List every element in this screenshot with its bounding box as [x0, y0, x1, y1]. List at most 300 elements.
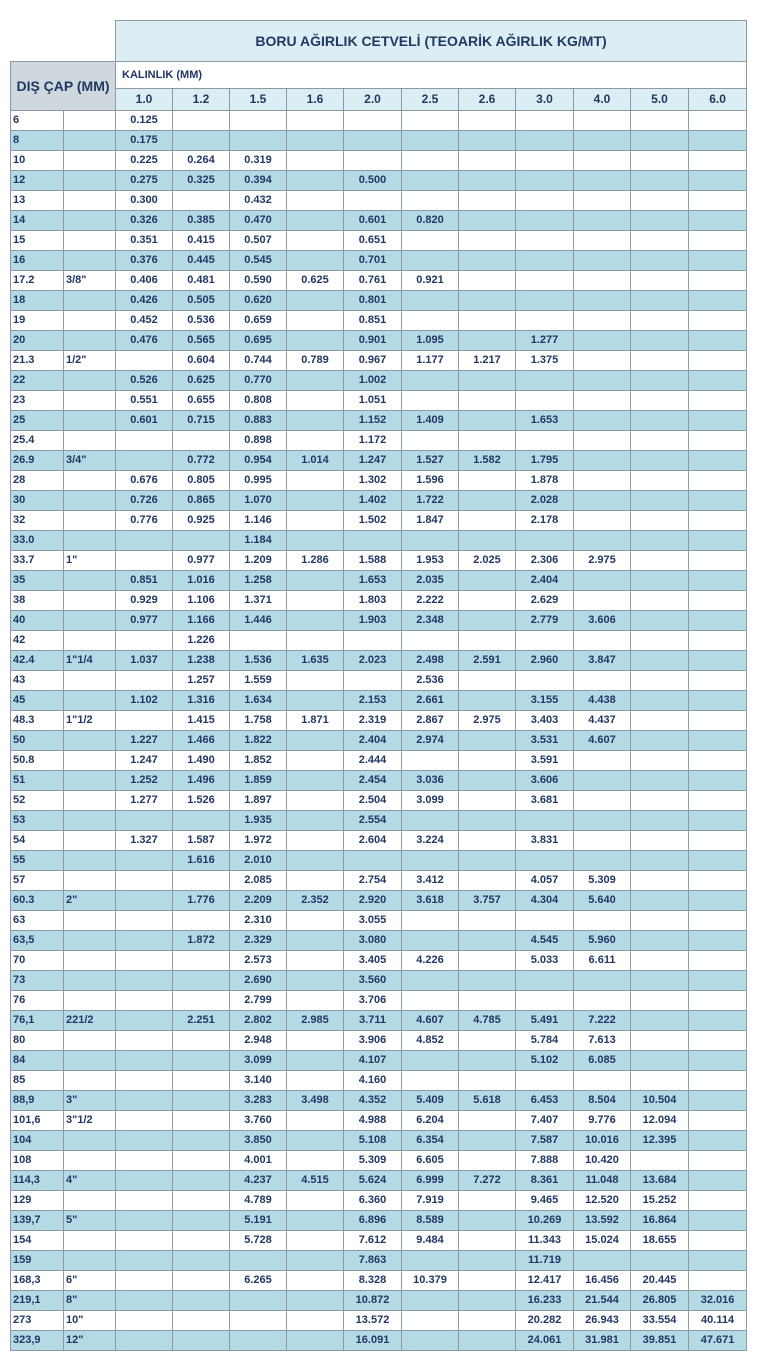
- weight-cell: [116, 971, 173, 991]
- weight-cell: 0.967: [344, 351, 402, 371]
- weight-cell: [631, 251, 689, 271]
- weight-cell: 1.238: [173, 651, 230, 671]
- weight-cell: [459, 371, 516, 391]
- weight-cell: 12.094: [631, 1111, 689, 1131]
- weight-cell: [402, 531, 459, 551]
- weight-cell: [287, 411, 344, 431]
- weight-cell: 1.286: [287, 551, 344, 571]
- weight-cell: [631, 631, 689, 651]
- thickness-header-cell: 1.2: [173, 89, 230, 111]
- blank-corner: [11, 21, 116, 62]
- weight-cell: [287, 731, 344, 751]
- weight-cell: 0.977: [173, 551, 230, 571]
- weight-cell: 0.319: [230, 151, 287, 171]
- weight-cell: [287, 1331, 344, 1351]
- table-row: [11, 1071, 747, 1091]
- weight-cell: [689, 951, 747, 971]
- inch-size-cell: [64, 1231, 116, 1251]
- weight-cell: [344, 131, 402, 151]
- weight-cell: 1.496: [173, 771, 230, 791]
- weight-cell: [516, 631, 574, 651]
- weight-cell: [631, 851, 689, 871]
- weight-cell: [287, 431, 344, 451]
- weight-cell: 0.820: [402, 211, 459, 231]
- weight-cell: 3.155: [516, 691, 574, 711]
- thickness-header-cell: 4.0: [574, 89, 631, 111]
- table-row: [11, 851, 747, 871]
- weight-cell: [116, 551, 173, 571]
- weight-cell: [459, 1191, 516, 1211]
- outer-diameter-cell: 6: [11, 111, 64, 131]
- weight-cell: [689, 791, 747, 811]
- table-row: [11, 251, 747, 271]
- weight-cell: [689, 1131, 747, 1151]
- weight-cell: 0.851: [344, 311, 402, 331]
- weight-cell: [459, 911, 516, 931]
- weight-cell: [516, 851, 574, 871]
- weight-cell: [173, 111, 230, 131]
- weight-cell: 5.409: [402, 1091, 459, 1111]
- weight-cell: [173, 1111, 230, 1131]
- weight-cell: [230, 131, 287, 151]
- weight-cell: 0.505: [173, 291, 230, 311]
- weight-cell: [459, 1151, 516, 1171]
- weight-cell: 0.883: [230, 411, 287, 431]
- table-row: [11, 671, 747, 691]
- thickness-header: KALINLIK (MM): [116, 62, 747, 89]
- weight-cell: [689, 391, 747, 411]
- weight-cell: [459, 191, 516, 211]
- weight-cell: 8.589: [402, 1211, 459, 1231]
- weight-cell: 0.545: [230, 251, 287, 271]
- weight-cell: 1.903: [344, 611, 402, 631]
- weight-cell: [116, 1191, 173, 1211]
- weight-cell: [287, 391, 344, 411]
- inch-size-cell: [64, 971, 116, 991]
- weight-cell: 1.415: [173, 711, 230, 731]
- weight-cell: 2.153: [344, 691, 402, 711]
- weight-cell: 0.744: [230, 351, 287, 371]
- weight-cell: 9.465: [516, 1191, 574, 1211]
- weight-cell: [287, 231, 344, 251]
- inch-size-cell: 5": [64, 1211, 116, 1231]
- weight-cell: [287, 471, 344, 491]
- weight-cell: [116, 1211, 173, 1231]
- weight-cell: [516, 971, 574, 991]
- weight-cell: 2.454: [344, 771, 402, 791]
- weight-cell: [631, 1251, 689, 1271]
- weight-cell: [631, 1031, 689, 1051]
- weight-cell: [459, 571, 516, 591]
- weight-cell: [516, 231, 574, 251]
- weight-cell: 0.620: [230, 291, 287, 311]
- weight-cell: [287, 1191, 344, 1211]
- inch-size-cell: [64, 411, 116, 431]
- pipe-weight-table: [10, 20, 747, 1351]
- outer-diameter-cell: 38: [11, 591, 64, 611]
- weight-cell: 3.080: [344, 931, 402, 951]
- weight-cell: [116, 951, 173, 971]
- weight-cell: 3.850: [230, 1131, 287, 1151]
- inch-size-cell: [64, 751, 116, 771]
- weight-cell: 1.466: [173, 731, 230, 751]
- inch-size-cell: [64, 211, 116, 231]
- weight-cell: 1.371: [230, 591, 287, 611]
- weight-cell: [689, 291, 747, 311]
- weight-cell: [116, 1331, 173, 1351]
- weight-cell: 1.526: [173, 791, 230, 811]
- weight-cell: [402, 1071, 459, 1091]
- weight-cell: [173, 1031, 230, 1051]
- weight-cell: 5.309: [344, 1151, 402, 1171]
- weight-cell: [631, 231, 689, 251]
- weight-cell: [344, 671, 402, 691]
- weight-cell: 16.091: [344, 1331, 402, 1351]
- weight-cell: 13.592: [574, 1211, 631, 1231]
- weight-cell: 0.500: [344, 171, 402, 191]
- inch-size-cell: [64, 631, 116, 651]
- weight-cell: 4.001: [230, 1151, 287, 1171]
- table-row: [11, 111, 747, 131]
- kalinlik-row: [11, 62, 747, 89]
- weight-cell: 3.403: [516, 711, 574, 731]
- weight-cell: 1.095: [402, 331, 459, 351]
- weight-cell: [287, 111, 344, 131]
- weight-cell: 10.872: [344, 1291, 402, 1311]
- inch-size-cell: 1": [64, 551, 116, 571]
- weight-cell: [230, 631, 287, 651]
- weight-cell: [116, 911, 173, 931]
- weight-cell: [173, 811, 230, 831]
- weight-cell: [516, 171, 574, 191]
- weight-cell: 2.591: [459, 651, 516, 671]
- weight-cell: [689, 711, 747, 731]
- weight-cell: [173, 951, 230, 971]
- inch-size-cell: 4": [64, 1171, 116, 1191]
- weight-cell: [116, 991, 173, 1011]
- weight-cell: [344, 151, 402, 171]
- inch-size-cell: [64, 1031, 116, 1051]
- weight-cell: 10.016: [574, 1131, 631, 1151]
- weight-cell: [574, 111, 631, 131]
- weight-cell: [689, 491, 747, 511]
- weight-cell: 1.490: [173, 751, 230, 771]
- weight-cell: 0.526: [116, 371, 173, 391]
- weight-cell: 6.605: [402, 1151, 459, 1171]
- weight-cell: [516, 191, 574, 211]
- weight-cell: 1.446: [230, 611, 287, 631]
- weight-cell: [287, 691, 344, 711]
- weight-cell: [116, 1111, 173, 1131]
- outer-diameter-cell: 50.8: [11, 751, 64, 771]
- inch-size-cell: [64, 771, 116, 791]
- table-body: [11, 111, 747, 1351]
- weight-cell: [459, 311, 516, 331]
- weight-cell: [516, 151, 574, 171]
- inch-size-cell: [64, 1151, 116, 1171]
- weight-cell: [287, 511, 344, 531]
- weight-cell: [689, 471, 747, 491]
- weight-cell: [689, 751, 747, 771]
- inch-size-cell: 8": [64, 1291, 116, 1311]
- table-row: [11, 291, 747, 311]
- weight-cell: [631, 531, 689, 551]
- weight-cell: [287, 291, 344, 311]
- table-row: [11, 351, 747, 371]
- weight-cell: [631, 271, 689, 291]
- weight-cell: 3.757: [459, 891, 516, 911]
- weight-cell: [173, 1171, 230, 1191]
- weight-cell: [459, 331, 516, 351]
- weight-cell: [574, 811, 631, 831]
- weight-cell: [574, 851, 631, 871]
- weight-cell: [574, 191, 631, 211]
- table-row: [11, 1031, 747, 1051]
- weight-cell: [287, 571, 344, 591]
- weight-cell: 2.251: [173, 1011, 230, 1031]
- weight-cell: [459, 691, 516, 711]
- inch-size-cell: [64, 851, 116, 871]
- weight-cell: [631, 151, 689, 171]
- weight-cell: [516, 271, 574, 291]
- weight-cell: 1.635: [287, 651, 344, 671]
- table-row: [11, 1251, 747, 1271]
- weight-cell: 7.919: [402, 1191, 459, 1211]
- weight-cell: [689, 351, 747, 371]
- weight-cell: [459, 1031, 516, 1051]
- weight-cell: 3.498: [287, 1091, 344, 1111]
- weight-cell: [459, 151, 516, 171]
- weight-cell: 1.106: [173, 591, 230, 611]
- weight-cell: 5.784: [516, 1031, 574, 1051]
- weight-cell: [459, 991, 516, 1011]
- weight-cell: [173, 1311, 230, 1331]
- weight-cell: [459, 1271, 516, 1291]
- weight-cell: 1.002: [344, 371, 402, 391]
- outer-diameter-cell: 50: [11, 731, 64, 751]
- weight-cell: 9.776: [574, 1111, 631, 1131]
- weight-cell: 0.601: [344, 211, 402, 231]
- weight-cell: [631, 411, 689, 431]
- weight-cell: [173, 991, 230, 1011]
- weight-cell: [574, 411, 631, 431]
- weight-cell: 2.222: [402, 591, 459, 611]
- weight-cell: 6.265: [230, 1271, 287, 1291]
- weight-cell: 8.328: [344, 1271, 402, 1291]
- weight-cell: [631, 731, 689, 751]
- weight-cell: 1.252: [116, 771, 173, 791]
- table-row: [11, 991, 747, 1011]
- weight-cell: 2.536: [402, 671, 459, 691]
- weight-cell: 4.607: [402, 1011, 459, 1031]
- weight-cell: 0.470: [230, 211, 287, 231]
- table-row: [11, 491, 747, 511]
- outer-diameter-cell: 63: [11, 911, 64, 931]
- weight-cell: [631, 391, 689, 411]
- weight-cell: 26.805: [631, 1291, 689, 1311]
- weight-cell: [344, 851, 402, 871]
- weight-cell: [287, 171, 344, 191]
- weight-cell: [116, 1291, 173, 1311]
- weight-cell: [173, 1091, 230, 1111]
- weight-cell: [631, 671, 689, 691]
- weight-cell: [173, 191, 230, 211]
- weight-cell: [516, 291, 574, 311]
- weight-cell: 1.527: [402, 451, 459, 471]
- weight-cell: 0.565: [173, 331, 230, 351]
- weight-cell: [459, 431, 516, 451]
- weight-cell: 4.237: [230, 1171, 287, 1191]
- weight-cell: 1.209: [230, 551, 287, 571]
- weight-cell: 5.309: [574, 871, 631, 891]
- outer-diameter-cell: 104: [11, 1131, 64, 1151]
- table-row: [11, 171, 747, 191]
- weight-cell: [459, 1131, 516, 1151]
- thickness-header-cell: 5.0: [631, 89, 689, 111]
- weight-cell: 1.327: [116, 831, 173, 851]
- weight-cell: [173, 1231, 230, 1251]
- weight-cell: [689, 651, 747, 671]
- inch-size-cell: [64, 231, 116, 251]
- weight-cell: 0.676: [116, 471, 173, 491]
- weight-cell: [459, 791, 516, 811]
- weight-cell: 0.921: [402, 271, 459, 291]
- weight-cell: [631, 951, 689, 971]
- weight-cell: 5.033: [516, 951, 574, 971]
- weight-cell: [459, 851, 516, 871]
- outer-diameter-cell: 159: [11, 1251, 64, 1271]
- weight-cell: [689, 631, 747, 651]
- weight-cell: 0.326: [116, 211, 173, 231]
- table-row: [11, 1211, 747, 1231]
- outer-diameter-cell: 14: [11, 211, 64, 231]
- weight-cell: 0.351: [116, 231, 173, 251]
- weight-cell: [631, 931, 689, 951]
- weight-cell: [631, 1011, 689, 1031]
- inch-size-cell: [64, 151, 116, 171]
- weight-cell: 11.343: [516, 1231, 574, 1251]
- weight-cell: 2.920: [344, 891, 402, 911]
- weight-cell: [689, 511, 747, 531]
- weight-cell: 1.634: [230, 691, 287, 711]
- weight-cell: 3.831: [516, 831, 574, 851]
- inch-size-cell: [64, 1191, 116, 1211]
- weight-cell: 0.695: [230, 331, 287, 351]
- weight-cell: 2.985: [287, 1011, 344, 1031]
- outer-diameter-cell: 28: [11, 471, 64, 491]
- weight-cell: [459, 811, 516, 831]
- inch-size-cell: 3/8": [64, 271, 116, 291]
- table-row: [11, 231, 747, 251]
- table-row: [11, 1051, 747, 1071]
- outer-diameter-cell: 8: [11, 131, 64, 151]
- outer-diameter-cell: 63,5: [11, 931, 64, 951]
- weight-cell: 1.177: [402, 351, 459, 371]
- weight-cell: 2.404: [344, 731, 402, 751]
- inch-size-cell: [64, 431, 116, 451]
- weight-cell: 1.616: [173, 851, 230, 871]
- weight-cell: [689, 691, 747, 711]
- weight-cell: 2.504: [344, 791, 402, 811]
- inch-size-cell: [64, 591, 116, 611]
- table-row: [11, 551, 747, 571]
- weight-cell: 1.872: [173, 931, 230, 951]
- thickness-header-cell: 2.6: [459, 89, 516, 111]
- weight-cell: [459, 1231, 516, 1251]
- weight-cell: [574, 271, 631, 291]
- weight-cell: 0.476: [116, 331, 173, 351]
- weight-cell: [631, 111, 689, 131]
- weight-cell: [402, 231, 459, 251]
- weight-cell: [574, 371, 631, 391]
- inch-size-cell: [64, 871, 116, 891]
- weight-cell: 1.014: [287, 451, 344, 471]
- weight-cell: [689, 251, 747, 271]
- weight-cell: 47.671: [689, 1331, 747, 1351]
- weight-cell: [689, 171, 747, 191]
- weight-cell: 0.954: [230, 451, 287, 471]
- weight-cell: 11.048: [574, 1171, 631, 1191]
- weight-cell: 1.146: [230, 511, 287, 531]
- weight-cell: 0.929: [116, 591, 173, 611]
- weight-cell: 15.252: [631, 1191, 689, 1211]
- weight-cell: [689, 1091, 747, 1111]
- weight-cell: 6.999: [402, 1171, 459, 1191]
- weight-cell: 0.300: [116, 191, 173, 211]
- weight-cell: 3.283: [230, 1091, 287, 1111]
- weight-cell: [116, 1251, 173, 1271]
- inch-size-cell: [64, 191, 116, 211]
- table-row: [11, 411, 747, 431]
- weight-cell: [459, 1251, 516, 1271]
- weight-cell: 0.426: [116, 291, 173, 311]
- weight-cell: 1.166: [173, 611, 230, 631]
- weight-cell: [116, 1311, 173, 1331]
- weight-cell: 13.684: [631, 1171, 689, 1191]
- inch-size-cell: [64, 531, 116, 551]
- thickness-header-cell: 3.0: [516, 89, 574, 111]
- table-row: [11, 591, 747, 611]
- weight-cell: [402, 991, 459, 1011]
- weight-cell: 2.573: [230, 951, 287, 971]
- table-row: [11, 771, 747, 791]
- weight-cell: [459, 131, 516, 151]
- weight-cell: [574, 171, 631, 191]
- inch-size-cell: [64, 791, 116, 811]
- inch-size-cell: 1/2": [64, 351, 116, 371]
- inch-size-cell: 6": [64, 1271, 116, 1291]
- weight-cell: [516, 211, 574, 231]
- weight-cell: [287, 251, 344, 271]
- weight-cell: 6.360: [344, 1191, 402, 1211]
- weight-cell: 0.406: [116, 271, 173, 291]
- outer-diameter-cell: 60.3: [11, 891, 64, 911]
- outer-diameter-cell: 154: [11, 1231, 64, 1251]
- table-row: [11, 871, 747, 891]
- weight-cell: [116, 851, 173, 871]
- weight-cell: [459, 291, 516, 311]
- weight-cell: [689, 131, 747, 151]
- outer-diameter-cell: 76: [11, 991, 64, 1011]
- weight-cell: 0.772: [173, 451, 230, 471]
- weight-cell: 12.520: [574, 1191, 631, 1211]
- weight-cell: 0.865: [173, 491, 230, 511]
- table-row: [11, 891, 747, 911]
- weight-cell: 1.596: [402, 471, 459, 491]
- weight-cell: 0.385: [173, 211, 230, 231]
- inch-size-cell: [64, 111, 116, 131]
- weight-cell: [459, 471, 516, 491]
